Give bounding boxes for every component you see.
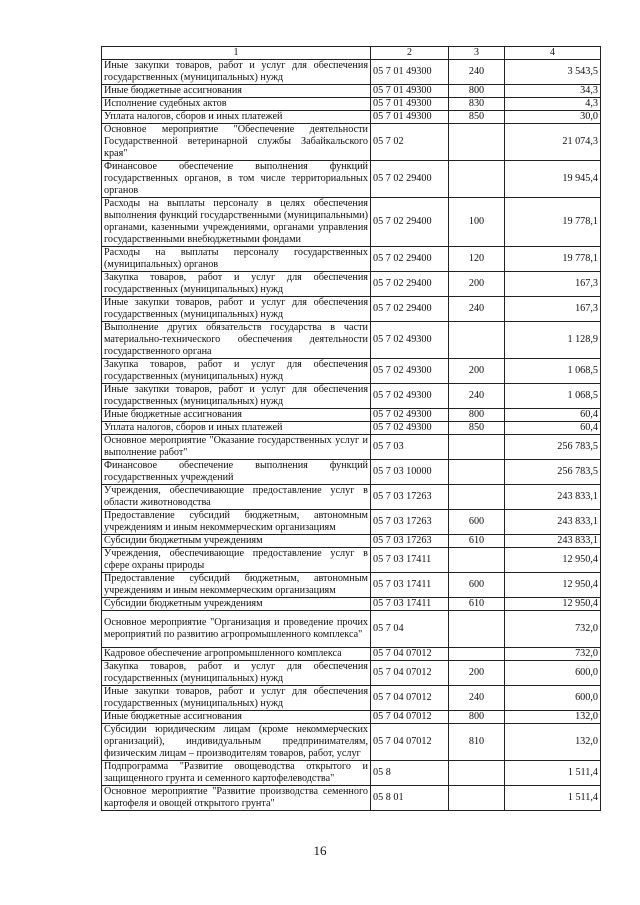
row-amount: 12 950,4 (505, 598, 601, 611)
header-col-4: 4 (505, 47, 601, 60)
row-csr-code: 05 7 04 07012 (371, 648, 449, 661)
row-name: Учреждения, обеспечивающие предоставление услуг в сфере охраны природы (102, 548, 371, 573)
table-row (102, 598, 601, 611)
row-csr-code: 05 7 02 49300 (371, 359, 449, 384)
row-name: Расходы на выплаты персоналу государственных (муниципальных) органов (102, 247, 371, 272)
row-expense-type (449, 124, 505, 161)
row-name: Субсидии бюджетным учреждениям (102, 598, 371, 611)
header-col-2: 2 (371, 47, 449, 60)
row-amount: 732,0 (505, 648, 601, 661)
row-amount: 600,0 (505, 661, 601, 686)
row-expense-type: 240 (449, 60, 505, 85)
row-expense-type (449, 761, 505, 786)
row-csr-code: 05 7 03 17263 (371, 535, 449, 548)
row-name: Иные бюджетные ассигнования (102, 409, 371, 422)
row-expense-type: 800 (449, 711, 505, 724)
row-csr-code: 05 7 01 49300 (371, 111, 449, 124)
budget-table (101, 46, 601, 811)
row-expense-type (449, 460, 505, 485)
row-expense-type (449, 322, 505, 359)
table-row (102, 510, 601, 535)
row-amount: 19 945,4 (505, 161, 601, 198)
row-amount: 243 833,1 (505, 485, 601, 510)
row-expense-type: 800 (449, 85, 505, 98)
row-expense-type: 800 (449, 409, 505, 422)
row-expense-type: 240 (449, 384, 505, 409)
row-name: Иные закупки товаров, работ и услуг для обеспечения государственных (муниципальных) нужд (102, 384, 371, 409)
row-amount: 4,3 (505, 98, 601, 111)
row-amount: 132,0 (505, 724, 601, 761)
row-name: Выполнение других обязательств государства в части материально-технического обеспечения деятельности государственного органа (102, 322, 371, 359)
row-csr-code: 05 7 02 29400 (371, 247, 449, 272)
row-name: Закупка товаров, работ и услуг для обеспечения государственных (муниципальных) нужд (102, 661, 371, 686)
table-row (102, 611, 601, 648)
row-expense-type: 100 (449, 198, 505, 247)
table-header-row (102, 47, 601, 60)
row-name: Иные закупки товаров, работ и услуг для обеспечения государственных (муниципальных) нужд (102, 60, 371, 85)
row-expense-type: 200 (449, 359, 505, 384)
row-csr-code: 05 7 03 10000 (371, 460, 449, 485)
table-row (102, 573, 601, 598)
row-name: Уплата налогов, сборов и иных платежей (102, 422, 371, 435)
row-name: Предоставление субсидий бюджетным, автономным учреждениям и иным некоммерческим организациям (102, 573, 371, 598)
row-name: Финансовое обеспечение выполнения функций государственных органов, в том числе территориальных органов (102, 161, 371, 198)
row-csr-code: 05 7 01 49300 (371, 85, 449, 98)
row-amount: 167,3 (505, 272, 601, 297)
row-expense-type: 240 (449, 686, 505, 711)
row-csr-code: 05 7 03 17263 (371, 485, 449, 510)
row-csr-code: 05 7 02 29400 (371, 161, 449, 198)
table-row (102, 686, 601, 711)
row-csr-code: 05 7 02 49300 (371, 409, 449, 422)
row-name: Предоставление субсидий бюджетным, автономным учреждениям и иным некоммерческим организациям (102, 510, 371, 535)
row-amount: 34,3 (505, 85, 601, 98)
row-name: Исполнение судебных актов (102, 98, 371, 111)
row-amount: 1 068,5 (505, 359, 601, 384)
row-amount: 1 511,4 (505, 761, 601, 786)
row-expense-type (449, 611, 505, 648)
row-name: Основное мероприятие "Организация и проведение прочих мероприятий по развитию агропромышленного комплекса" (102, 611, 371, 648)
table-row (102, 124, 601, 161)
row-expense-type: 830 (449, 98, 505, 111)
row-expense-type: 120 (449, 247, 505, 272)
row-expense-type: 850 (449, 422, 505, 435)
table-row (102, 786, 601, 811)
row-name: Основное мероприятие "Развитие производства семенного картофеля и овощей открытого грунта" (102, 786, 371, 811)
row-name: Основное мероприятие "Оказание государственных услуг и выполнение работ" (102, 435, 371, 460)
row-name: Иные закупки товаров, работ и услуг для обеспечения государственных (муниципальных) нужд (102, 686, 371, 711)
row-name: Учреждения, обеспечивающие предоставление услуг в области животноводства (102, 485, 371, 510)
table-row (102, 661, 601, 686)
table-row (102, 648, 601, 661)
row-amount: 167,3 (505, 297, 601, 322)
row-amount: 1 511,4 (505, 786, 601, 811)
row-name: Иные бюджетные ассигнования (102, 711, 371, 724)
row-name: Субсидии бюджетным учреждениям (102, 535, 371, 548)
table-row (102, 409, 601, 422)
table-row (102, 548, 601, 573)
row-csr-code: 05 7 04 07012 (371, 661, 449, 686)
row-amount: 12 950,4 (505, 548, 601, 573)
header-col-1: 1 (102, 47, 371, 60)
table-row (102, 297, 601, 322)
table-row (102, 111, 601, 124)
row-name: Закупка товаров, работ и услуг для обеспечения государственных (муниципальных) нужд (102, 272, 371, 297)
row-expense-type (449, 161, 505, 198)
table-row (102, 460, 601, 485)
row-name: Иные закупки товаров, работ и услуг для обеспечения государственных (муниципальных) нужд (102, 297, 371, 322)
row-amount: 243 833,1 (505, 510, 601, 535)
row-name: Уплата налогов, сборов и иных платежей (102, 111, 371, 124)
row-amount: 256 783,5 (505, 460, 601, 485)
table-row (102, 535, 601, 548)
row-expense-type: 600 (449, 510, 505, 535)
row-name: Основное мероприятие "Обеспечение деятельности Государственной ветеринарной службы Забайкальского края" (102, 124, 371, 161)
row-expense-type (449, 648, 505, 661)
row-amount: 1 068,5 (505, 384, 601, 409)
row-csr-code: 05 7 03 17263 (371, 510, 449, 535)
table-row (102, 272, 601, 297)
row-expense-type: 810 (449, 724, 505, 761)
row-amount: 19 778,1 (505, 198, 601, 247)
table-row (102, 761, 601, 786)
row-expense-type: 610 (449, 535, 505, 548)
table-row (102, 60, 601, 85)
row-csr-code: 05 7 02 (371, 124, 449, 161)
row-amount: 132,0 (505, 711, 601, 724)
table-row (102, 711, 601, 724)
row-csr-code: 05 8 01 (371, 786, 449, 811)
row-csr-code: 05 7 04 07012 (371, 686, 449, 711)
row-amount: 30,0 (505, 111, 601, 124)
table-row (102, 98, 601, 111)
row-name: Финансовое обеспечение выполнения функций государственных учреждений (102, 460, 371, 485)
row-amount: 12 950,4 (505, 573, 601, 598)
table-row (102, 435, 601, 460)
row-csr-code: 05 7 04 07012 (371, 724, 449, 761)
row-csr-code: 05 7 02 49300 (371, 322, 449, 359)
header-col-3: 3 (449, 47, 505, 60)
row-csr-code: 05 8 (371, 761, 449, 786)
row-name: Кадровое обеспечение агропромышленного комплекса (102, 648, 371, 661)
row-csr-code: 05 7 01 49300 (371, 98, 449, 111)
row-amount: 600,0 (505, 686, 601, 711)
row-expense-type: 850 (449, 111, 505, 124)
row-csr-code: 05 7 02 29400 (371, 198, 449, 247)
row-name: Расходы на выплаты персоналу в целях обеспечения выполнения функций государственными (муниципальными) органами, казенными учреждениями, органами управления государственными внебюджетными фондами (102, 198, 371, 247)
row-expense-type: 610 (449, 598, 505, 611)
row-name: Иные бюджетные ассигнования (102, 85, 371, 98)
row-amount: 60,4 (505, 422, 601, 435)
row-expense-type (449, 786, 505, 811)
row-amount: 60,4 (505, 409, 601, 422)
row-csr-code: 05 7 03 17411 (371, 548, 449, 573)
row-name: Субсидии юридическим лицам (кроме некоммерческих организаций), индивидуальным предпринимателям, физическим лицам – производителям товаров, работ, услуг (102, 724, 371, 761)
row-expense-type (449, 435, 505, 460)
row-name: Закупка товаров, работ и услуг для обеспечения государственных (муниципальных) нужд (102, 359, 371, 384)
table-row (102, 422, 601, 435)
row-expense-type: 200 (449, 272, 505, 297)
table-row (102, 161, 601, 198)
row-amount: 256 783,5 (505, 435, 601, 460)
table-row (102, 247, 601, 272)
row-amount: 732,0 (505, 611, 601, 648)
table-row (102, 384, 601, 409)
table-row (102, 485, 601, 510)
row-expense-type: 240 (449, 297, 505, 322)
row-csr-code: 05 7 02 29400 (371, 272, 449, 297)
row-amount: 21 074,3 (505, 124, 601, 161)
row-amount: 3 543,5 (505, 60, 601, 85)
row-csr-code: 05 7 04 (371, 611, 449, 648)
row-csr-code: 05 7 02 29400 (371, 297, 449, 322)
row-csr-code: 05 7 02 49300 (371, 384, 449, 409)
row-expense-type: 600 (449, 573, 505, 598)
row-csr-code: 05 7 01 49300 (371, 60, 449, 85)
table-row (102, 85, 601, 98)
row-expense-type: 200 (449, 661, 505, 686)
row-amount: 243 833,1 (505, 535, 601, 548)
row-csr-code: 05 7 03 17411 (371, 573, 449, 598)
table-row (102, 198, 601, 247)
row-name: Подпрограмма "Развитие овощеводства открытого и защищенного грунта и семенного картофелеводства" (102, 761, 371, 786)
table-row (102, 724, 601, 761)
row-expense-type (449, 548, 505, 573)
row-csr-code: 05 7 04 07012 (371, 711, 449, 724)
row-amount: 19 778,1 (505, 247, 601, 272)
row-csr-code: 05 7 03 (371, 435, 449, 460)
row-amount: 1 128,9 (505, 322, 601, 359)
table-row (102, 322, 601, 359)
row-csr-code: 05 7 02 49300 (371, 422, 449, 435)
row-expense-type (449, 485, 505, 510)
table-row (102, 359, 601, 384)
page-number: 16 (313, 843, 327, 858)
row-csr-code: 05 7 03 17411 (371, 598, 449, 611)
